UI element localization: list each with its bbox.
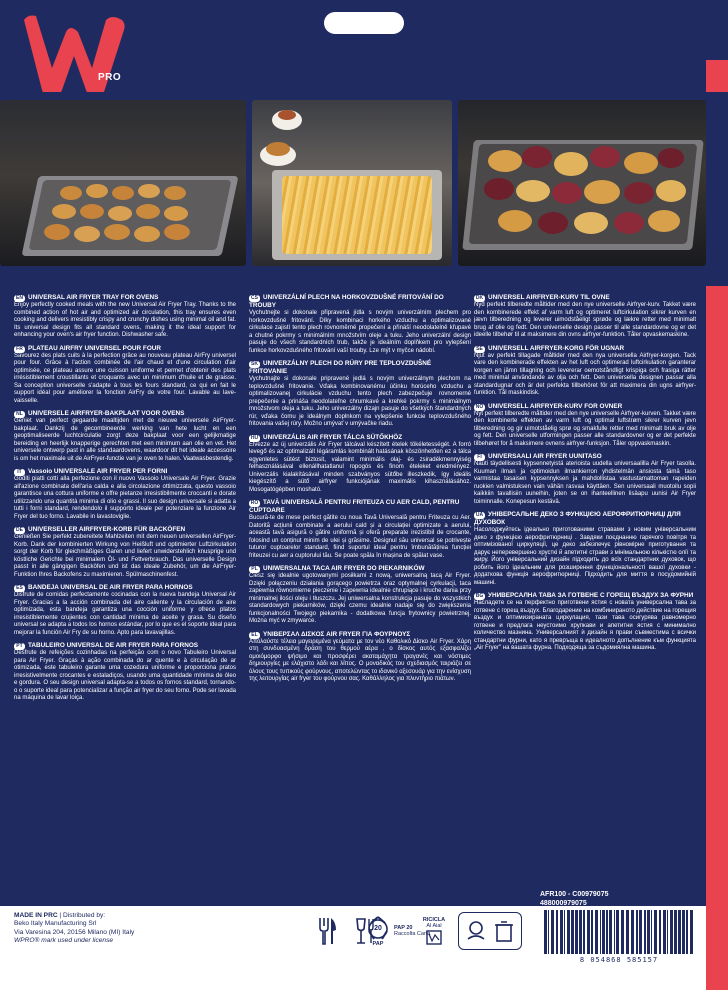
text-column-2	[249, 294, 471, 689]
language-flag-icon: NO	[475, 403, 484, 410]
section-title	[14, 345, 236, 353]
barcode-bar	[544, 910, 547, 954]
trash-bin-icon	[425, 929, 443, 945]
barcode-bar	[548, 910, 549, 954]
section-pt	[14, 642, 236, 703]
product-codes	[540, 890, 609, 908]
language-flag-icon: PL	[249, 566, 260, 573]
section-it	[14, 468, 236, 521]
language-flag-icon: EL	[249, 632, 260, 639]
language-flag-icon: ES	[14, 585, 25, 592]
language-flag-icon: FR	[14, 346, 25, 353]
barcode-bar	[659, 910, 661, 954]
language-flag-icon: UA	[475, 512, 484, 518]
section-title-text: UNIVERSEL AIRFRYER-KURV TIL OVNE	[488, 294, 610, 301]
section-title-text: Vassoio UNIVERSALE AIR FRYER PER FORNI	[28, 468, 168, 475]
section-title	[249, 565, 471, 573]
barcode-bar	[567, 910, 570, 954]
section-title	[14, 642, 236, 650]
pap-recycle-symbol	[358, 910, 398, 952]
section-title-text: UNIVERZÁLNÍ PLECH NA HORKOVZDUŠNÉ FRITOVÁNÍ DO TROUBY	[249, 294, 444, 309]
hang-hole	[324, 12, 404, 34]
section-body: Vychutnejte si dokonale připravená jídla s novým univerzálním plechem pro horkovzdušné fritování. Díky kombinaci horkého vzduchu a optimalizované cirkulace zajistí tento plech rovnoměrné propečení a přináší neodolatelně křupavé a chutné pokrmy s minimálním množstvím oleje a tuku. Jeho univerzální design pasuje do všech standardních trub, takže je ideálním doplňkem pro vylepšení funkce horkovzdušného fritování vaší trouby. Lze mýt v myčce nádobí.	[249, 310, 471, 354]
section-title-text: PLATEAU AIRFRY UNIVERSEL POUR FOUR	[28, 344, 162, 352]
language-flag-icon: RO	[250, 500, 259, 506]
section-title-text: UNIVERSELE AIRFRYER-BAKPLAAT VOOR OVENS	[28, 410, 185, 417]
section-title	[474, 453, 696, 461]
barcode-bar	[639, 910, 642, 954]
language-flag-icon: PT	[14, 643, 25, 650]
section-title	[474, 592, 696, 600]
company-address: Via Varesina 204, 20156 Milano (MI) Italy	[14, 928, 135, 936]
section-title	[249, 434, 471, 442]
disposal-info-box	[458, 912, 522, 950]
barcode-bar	[631, 910, 634, 954]
section-cs	[249, 294, 471, 355]
section-se	[474, 345, 696, 398]
section-body: Nyt perfekt tilberedte måltider med den nye universelle Airfryer-kurven. Takket være den kombinerte effekten av varm luft og optimal luftstrøm sikrer kurven jevn tilberedning og gir uimotståelig sprø og smakfulle retter med minimalt bruk av olje og fett. Den universelle utformingen passer alle standardovner og er det perfekte tilbehøret for å maksimere ovnens airfryer-funksjon. Tåler oppvaskmaskin.	[474, 410, 696, 447]
wpro-logo	[18, 12, 130, 102]
recycle-bin-symbol	[414, 910, 454, 952]
section-title-text: УНИВЕРСАЛНА ТАВА ЗА ГОТВЕНЕ С ГОРЕЩ ВЪЗДУХ ЗА ФУРНИ	[488, 592, 694, 599]
barcode-bar	[614, 910, 615, 954]
barcode-bar	[654, 910, 657, 954]
section-title-text: ΥΝΙΒΕΡΣΑΛ ΔΙΣΚΟΣ AIR FRYER ΓΙΑ ΦΟΥΡΝΟΥΣ	[263, 630, 411, 638]
section-no	[474, 403, 696, 449]
barcode-bar	[602, 910, 605, 954]
language-flag-icon: FI	[474, 454, 485, 461]
recycle-sub-label: Al Aial	[426, 923, 442, 929]
section-dk	[474, 294, 696, 340]
section-title-text: TABULEIRO UNIVERSAL DE AIR FRYER PARA FORNOS	[28, 642, 199, 649]
section-sk	[249, 360, 471, 429]
language-flag-icon: DE	[14, 527, 25, 534]
logo-pro-text: PRO	[98, 72, 122, 83]
language-flag-icon: SK	[249, 361, 260, 368]
language-flag-icon: HU	[250, 434, 259, 441]
section-title	[14, 410, 236, 418]
section-title-text: UNIVERSELL AIRFRYER-KURV FOR OVNER	[488, 402, 623, 410]
barcode-bar	[621, 910, 624, 954]
section-body: Vychutnajte si dokonale pripravené jedlá s novým univerzálnym plechom na teplovzdušné fritovanie. Vďaka kombinovanému účinku horúceho vzduchu a optimalizovanej cirkulácie vzduchu tento plech zabezpečuje rovnomerné prepečenie a prináša neodolateľne chrumkavé a krehké pokrmy s minimálnym množstvom oleja a tuku. Jeho univerzálny dizajn pasuje do všetkých štandardných rúr, vďaka čomu je ideálnym doplnkom na vylepšenie funkcie teplovzdušného fritovania vašej rúry. Možno umývať v umývačke riadu.	[249, 376, 471, 427]
section-title-text: TAVĂ UNIVERSALĂ PENTRU FRITEUZA CU AER CALD, PENTRU CUPTOARE	[249, 499, 460, 514]
barcode-bar	[616, 910, 619, 954]
barcode-bar	[600, 910, 601, 954]
language-flag-icon: IT	[14, 469, 25, 476]
section-title	[14, 584, 236, 592]
section-title	[249, 631, 471, 639]
section-title	[474, 511, 696, 527]
barcode-bar	[686, 910, 688, 954]
manufacturer-info: MADE IN PRC | Distributed by: Beko Italy Manufacturing Srl Via Varesina 204, 20156 Milano (MI) Italy WPRO® mark used under license	[14, 912, 135, 945]
section-body: Απολαύστε τέλεια μαγειρεμένα γεύματα με τον νέο Καθολικό Δίσκο Air Fryer. Χάρη στη συνδυασμένη δράση του θερμού αέρα , ο δίσκος αυτός εξασφαλίζει ομοιόμορφο ψήσιμο και προσφέρει ακαταμάχητα τραγανές και νόστιμες δημιουργίες με ελάχιστο λάδι και λίπος. Ο μοναδικός του σχεδιασμός ταιριάζει σε όλους τους τυπικούς φούρνους, αποτελώντας το ιδανικό αξεσουάρ για την ενίσχυση της λειτουργίας air fryer του φούρνου σας. Καθάλληλος για πλυντήριο πιάτων.	[249, 638, 471, 682]
section-body: Disfrute de comidas perfectamente cocinadas con la nueva bandeja Universal Air Fryer. Gracias a la acción combinada del aire caliente y la circulación de aire optimizada, esta bandeja garantiza una cocción uniforme y ofrece platos irresistiblemente crujientes con cantidad mínima de aceite y grasa. Su diseño universal se adapta a todos los hornos estándar, por lo que es el soporte ideal para mejorar la función Air Fry de su horno. Apto para lavavajillas.	[14, 592, 236, 636]
language-flag-icon: BG	[475, 593, 484, 599]
section-title	[474, 294, 696, 302]
barcode-bar	[551, 910, 554, 954]
section-body: Geniet van perfect gegaarde maaltijden met de nieuwe universele AirFryer-bakplaat. Dankzij de gecombineerde werking van hete lucht en een geoptimaliseerde luchtcirculatie zorgt deze bakplaat voor een gelijkmatige bereiding en heerlijk knapperige gerechten met een minimum aan olie en vet. Het universele ontwerp past in alle standaardovens, waardoor dit het ideale accessoire is om het maximale uit de AirFryer-functie van je oven te halen. Vaatwasbestendig.	[14, 418, 236, 462]
barcode	[540, 908, 698, 956]
section-title-text: UNIVERSELLER AIRFRYER-KORB FÜR BACKÖFEN	[28, 526, 186, 533]
food-safe-symbol-box	[312, 910, 342, 952]
section-title	[14, 526, 236, 534]
section-el	[249, 631, 471, 684]
section-title	[249, 499, 471, 515]
section-title	[14, 468, 236, 476]
barcode-bar	[667, 910, 668, 954]
pap-text: PAP	[372, 941, 384, 947]
section-de	[14, 526, 236, 579]
recycle-hands-icon	[465, 919, 487, 943]
recycle-label: RICICLA	[422, 917, 446, 923]
barcode-bar	[636, 910, 638, 954]
section-body: Bucură-te de mese perfect gătite cu noua Tavă Universală pentru Friteuza cu Aer. Datorită acțiunii combinate a aerului cald și a circulației optimizate a aerului, această tavă asigură o gătire uniformă și oferă preparate irezistibil de crocante, folosind un conținut minim de ulei și grăsime. Designul său universal se potrivește tuturor cuptoarelor standard, fiind suportul ideal pentru îmbunătățirea funcției friteuzei cu aer a cuptorului tău. Se poate spăla în mașina de spălat vase.	[249, 515, 471, 559]
multilingual-description	[0, 286, 706, 866]
barcode-bar	[682, 910, 685, 954]
barcode-bar	[564, 910, 565, 954]
section-ua	[474, 511, 696, 587]
section-bg	[474, 592, 696, 653]
section-title-text: UNIVERZÁLIS AIR FRYER TÁLCA SÜTŐKHÖZ	[263, 433, 403, 441]
section-body: Savourez des plats cuits à la perfection grâce au nouveau plateau AirFry universel pour four. Grâce à l'action combinée de l'air chaud et d'une circulation d'air optimisée, ce plateau assure une cuisson uniforme et permet d'obtenir des plats irrésistiblement croustillants et croquants avec un minimum d'huile et de graisse. Sa conception universelle s'adapte à tous les fours standard, ce qui en fait le support idéal pour améliorer la fonction AirFry de votre four. Lavable au lave-vaisselle.	[14, 352, 236, 404]
pap-number: 20	[374, 925, 382, 932]
barcode-bar	[663, 910, 666, 954]
barcode-bar	[575, 910, 578, 954]
barcode-bar	[690, 910, 693, 954]
language-flag-icon: EN	[14, 295, 25, 302]
language-flag-icon: SE	[474, 346, 485, 353]
section-body: Desfrute de refeições cozinhadas na perfeição com o novo Tabuleiro Universal para Air Fryer. Graças à ação combinada do ar quente e à circulação de ar otimizada, este tabuleiro garante uma cozedura uniforme e proporciona pratos irresistivelmente crocantes e estaladiços, usando uma quantidade mínima de óleo e gordura. O seu design universal adapta-se a todos os fornos standard, tornando-o o suporte ideal para potencializar a função air fryer do seu forno. Pode ser lavada na máquina de lavar loiça.	[14, 650, 236, 701]
section-title-text: UNIWERSALNA TACA AIR FRYER DO PIEKARNIKÓW	[263, 565, 425, 572]
barcode-bar	[678, 910, 681, 954]
section-title-text: УНІВЕРСАЛЬНЕ ДЕКО З ФУНКЦІЄЮ АЕРОФРИТЮРНИЦІ ДЛЯ ДУХОВОК	[474, 511, 681, 526]
company-name: Beko Italy Manufacturing Srl	[14, 920, 97, 928]
section-body: Ciesz się idealnie ugotowanymi posiłkami z nową, uniwersalną tacą Air Fryer. Dzięki połączeniu działania gorącego powietrza oraz optymalnej cyrkulacji, taca zapewnia równomierne pieczenie i zapewnia idealnie chrupiące i kruche dania przy minimalnej ilości oleju i tłuszczu. Jej uniwersalna konstrukcja pasuje do wszystkich standardowych piekarników, dzięki czemu idealnie nadaje się do zwiększenia funkcjonalności Twojego piekarnika - dodatkowa funcja frytownicy powietrznej. Można myć w zmywarce.	[249, 573, 471, 624]
section-title-text: UNIVERSELL AIRFRYER-KORG FÖR UGNAR	[488, 344, 625, 352]
language-flag-icon: DK	[475, 295, 484, 301]
barcode-bar	[609, 910, 612, 954]
section-title	[14, 294, 236, 302]
barcode-bar	[587, 910, 590, 954]
barcode-bar	[670, 910, 673, 954]
pap-label: PAP 20	[394, 925, 413, 931]
section-pl	[249, 565, 471, 626]
photo-nuggets-in-oven	[0, 100, 246, 266]
section-title-text: BANDEJA UNIVERSAL DE AIR FRYER PARA HORNOS	[28, 584, 193, 591]
barcode-bar	[606, 910, 608, 954]
section-fi	[474, 453, 696, 506]
barcode-bar	[674, 910, 677, 954]
text-column-3	[474, 294, 696, 658]
section-hu	[249, 434, 471, 495]
photo-vegetable-chips	[458, 100, 706, 266]
text-column-1	[14, 294, 236, 708]
barcode-bar	[644, 910, 646, 954]
food-safe-icon	[315, 916, 339, 946]
made-in-label: MADE IN PRC	[14, 912, 58, 919]
barcode-bar	[647, 910, 650, 954]
section-fr	[14, 345, 236, 406]
section-body: Насолоджуйтесь ідеально приготованими стравами з новим універсальним деко з функцією аерофритюрниці . Завдяки поєднанню гарячого повітря та оптимізованої циркуляції, це деко забезпечує рівномірне приготування та дарує неперевершено хрусткі й апетитні страви з мінімальною кількістю олії та жиру. Його універсальний дизайн підходить до всіх стандартних духовок, що робить його ідеальним для розширення функціональності вашої духовки - додаткова функція аерофритюрниці. Підходить для миття в посудомийній машині.	[474, 527, 696, 586]
barcode-bar	[651, 910, 652, 954]
section-body: Genießen Sie perfekt zubereitete Mahlzeiten mit dem neuen universellen AirFryer-Korb. Dank der kombinierten Wirkung von Heißluft und optimierter Luftzirkulation sorgt der Korb für gleichmäßiges Garen und liefert unwiderstehlich knusprige und köstliche Gerichte bei minimalem Öl- und Fettverbrauch. Das universelle Design passt in alle gängigen Backöfen und ist das ideale Zubehör, um die AirFryer-Funktion Ihres Backofens zu maximieren. Spülmaschinenfest.	[14, 534, 236, 578]
barcode-number: 8 054868 585157	[579, 956, 659, 964]
pap-sub-label: Raccolta Carta	[394, 931, 431, 937]
section-title-text: UNIVERSAL AIR FRYER TRAY FOR OVENS	[28, 294, 159, 301]
barcode-bar	[626, 910, 629, 954]
section-body: Njut av perfekt tillagade måltider med den nya universella Airfryer-korgen. Tack vare den kombinerade effekten av het luft och optimerad luftcirkulation garanterar korgen en jämn tillagning och levererar oemotståndligt krispiga och frasiga rätter med minimal användande av olja och fett. Den universella designen passar alla standardugnar och är det perfekta tillbehöret för att maximera din ugns airfryer-funktion. Tål maskindisk.	[474, 352, 696, 396]
section-ro	[249, 499, 471, 560]
section-title	[249, 360, 471, 376]
language-flag-icon: NL	[14, 411, 25, 418]
bin-icon	[493, 919, 515, 943]
section-body: Nauti täydellisesti kypsennetyistä aterioista uudella universaalilla Air Fryer tasolla. Kuuman ilman ja optimoidun ilmankierron yhdistelmän ansiosta tämä taso varmistaa tasaisen kypsennyksen ja mahdollistaa vastustamattoman rapeiden ruokien valmistuksen vain vähän rasvaa käyttäen. Sen universaali muotoilu sopii kaikkiin tavallisiin uuneihin, joten se on ihanteellinen lisäapu uunisi Air Fryer toiminnalle. Konepesun kestävä.	[474, 461, 696, 505]
section-body: Enjoy perfectly cooked meals with the new Universal Air Fryer Tray. Thanks to the combined action of hot air and optimized air circulation, this tray ensures even cooking and delivers irresistibly crispy and crunchy dishes using minimal oil and fat. Its universal design fits all standard ovens, making it the ideal support for enhancing your oven's air fryer function. Dishwasher safe.	[14, 302, 236, 338]
trademark-note: WPRO® mark used under license	[14, 937, 114, 945]
section-body: Élvezze az új univerzális Air Fryer tálcával készített ételek tökéletességét. A forró levegő és az optimalizált légáramlás kombinált hatásának köszönhetően ez a tálca egyenletes sütést biztosit, valamint minimális olaj- és zsiradékmennyiség felhasználásával ellenállhatatlanul ropogós és finom ételeket eredményez. Univerzális kialakításával minden szabványos sütőbe illeszkedik, így ideális kiegészítő a sütő airfryer funkciójának maximális kihasználásához. Mosogatógépben mosható.	[249, 441, 471, 493]
product-code: AFR100 - C00979075	[540, 891, 609, 898]
section-body: Насладете се на перфектно приготвени ястия с новата универсална тава за готвене с горещ въздух. Благодарение на комбинираното действие на горещия въздух и оптимизираната циркулация, тази тава осигурява равномерно готвене и предлага неустоимо хрупкави и апетитни ястия с минимално количество мазнина. Универсалният ѝ дизайн я прави съвместима с всички стандартни фурни, като я превръща в идеалното допълнение към функцията „Air Fryer" на вашата фурна. Подходяща за съдомиялна машина.	[474, 600, 696, 651]
section-title	[249, 294, 471, 310]
section-en	[14, 294, 236, 340]
barcode-bar	[583, 910, 585, 954]
distributed-by-label: Distributed by:	[62, 912, 106, 919]
photo-fries-tray	[252, 100, 452, 266]
barcode-bar	[595, 910, 598, 954]
section-title	[474, 345, 696, 353]
section-title-text: UNIVERZÁLNY PLECH DO RÚRY PRE TEPLOVZDUŠNÉ FRITOVANIE	[249, 360, 432, 375]
section-nl	[14, 410, 236, 463]
barcode-bar	[591, 910, 593, 954]
barcode-bar	[560, 910, 563, 954]
product-code-number: 488000979075	[540, 900, 587, 907]
barcode-bar	[571, 910, 574, 954]
section-title-text: UNIVERSAALI AIR FRYER UUNITASO	[488, 453, 602, 460]
photo-strip	[0, 92, 728, 286]
section-body: Goditi piatti cotti alla perfezione con il nuovo Vassoio Universale Air Fryer. Grazie all'azione combinata dell'aria calda e alla circolazione ottimizzata, questo vassoio garantisce una cottura uniforme e offre pietanze irresistibilmente croccanti e dorate utilizzando una quantità minima di olio e grassi. Il suo design universale si adatta a tutti i forni standard, rendendolo il supporto ideale per potenziare la funzione Air Fryer del tuo forno. Lavabile in lavastoviglie.	[14, 476, 236, 520]
barcode-bar	[556, 910, 558, 954]
section-body: Nyd perfekt tilberedte måltider med den nye universelle Airfryer-kurv. Takket være den kombinerede effekt af varm luft og optimeret luftcirkulation sikrer kurven en jævn tilberedning og leverer uimodståeligt sprøde og lækre retter med minimalt brug af olie og fedt. Den universelle design passer til alle standardovne og er det ideelle tilbehør til at maksimere din ovns airfryer-funktion. Tåler opvaskemaskine.	[474, 302, 696, 338]
section-title	[474, 403, 696, 411]
section-es	[14, 584, 236, 637]
barcode-bar	[579, 910, 582, 954]
language-flag-icon: CS	[249, 295, 260, 302]
